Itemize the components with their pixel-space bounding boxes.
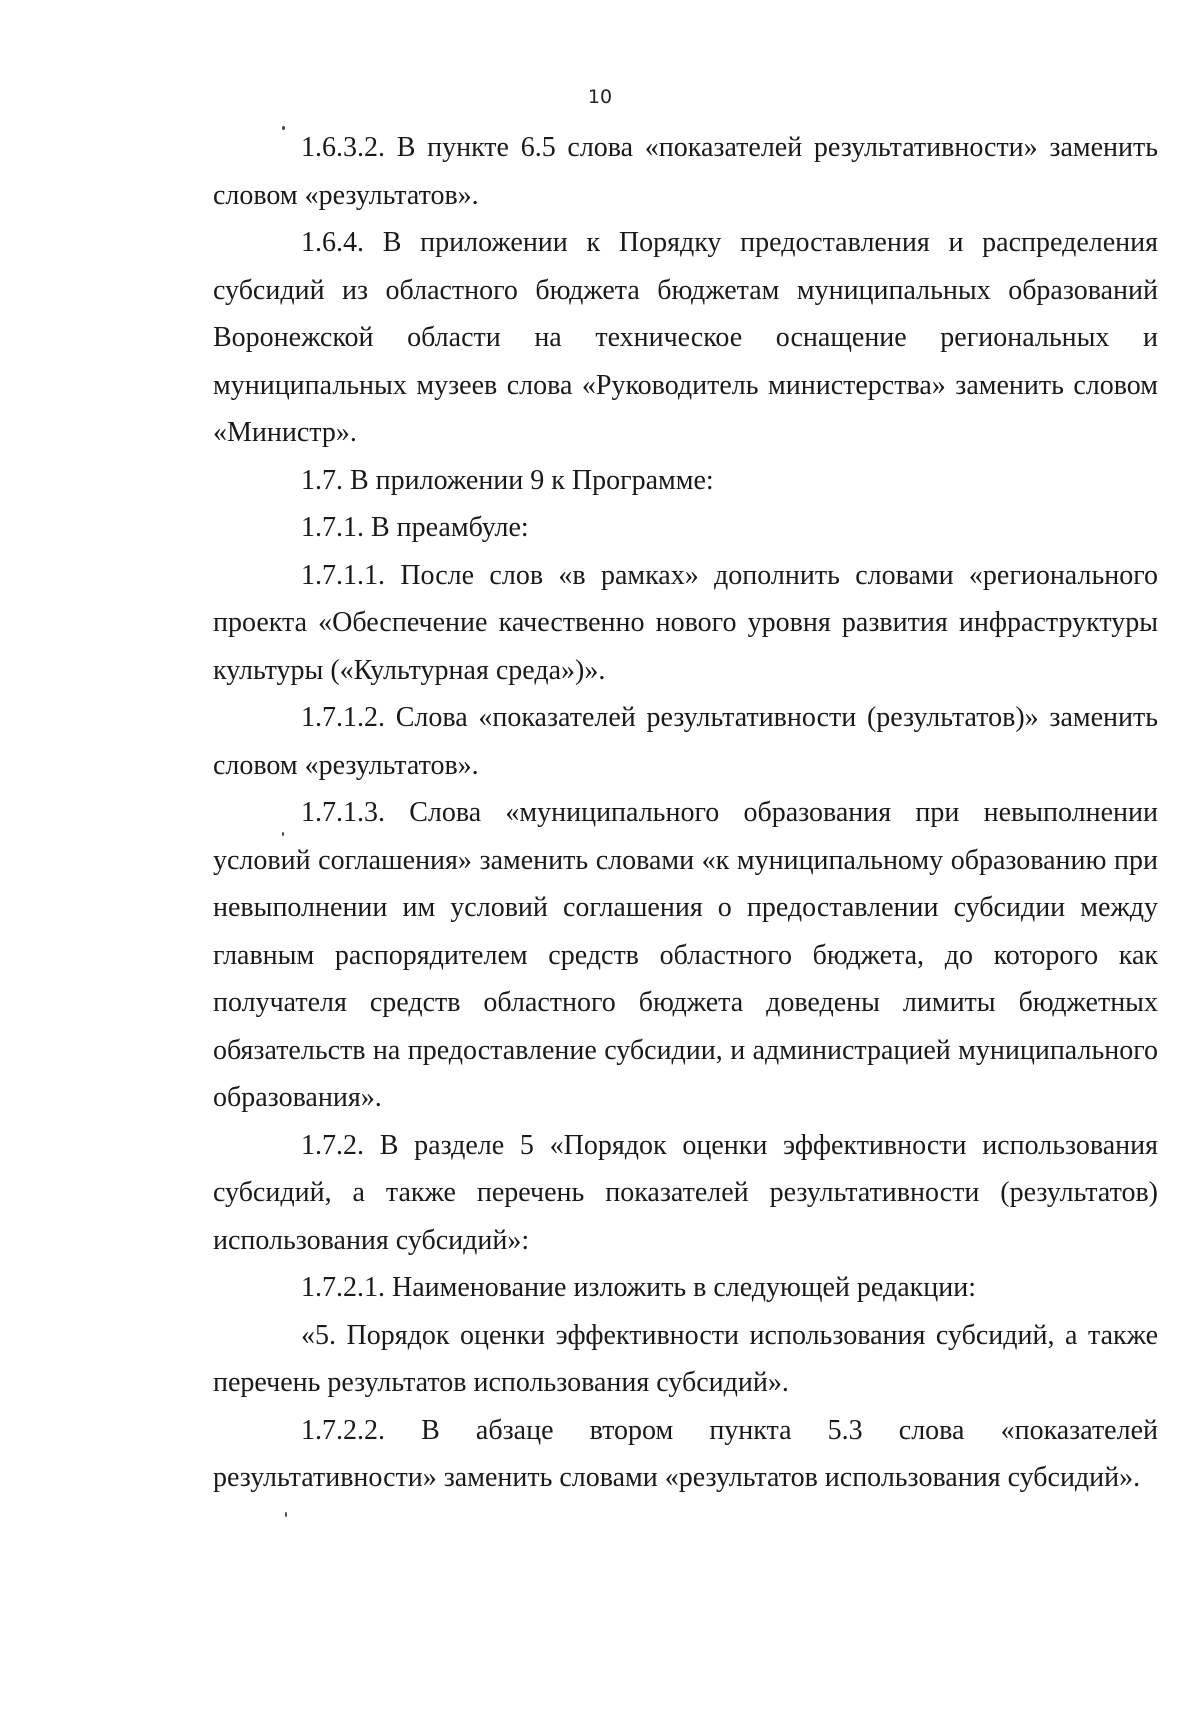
scan-speck (285, 1512, 287, 1517)
paragraph-1-7-2-1: 1.7.2.1. Наименование изложить в следующей редакции: (301, 1272, 976, 1303)
paragraph-1-7-1-1: 1.7.1.1. После слов «в рамках» дополнить словами «регионального проекта «Обеспечение качественно нового уровня развития инфраструктуры культуры («Культурная среда»)». (213, 559, 1158, 686)
paragraph-1-7-2: 1.7.2. В разделе 5 «Порядок оценки эффективности использования субсидий, а также перечень показателей результативности (результатов) использования субсидий»: (213, 1129, 1158, 1256)
scan-speck (282, 832, 284, 836)
document-body (213, 124, 1158, 1502)
paragraph-1-7-1-2: 1.7.1.2. Слова «показателей результативности (результатов)» заменить словом «результатов». (213, 702, 1158, 781)
paragraph-1-7-2-2: 1.7.2.2. В абзаце втором пункта 5.3 слова «показателей результативности» заменить словами «результатов использования субсидий». (213, 1414, 1158, 1493)
scan-speck (282, 126, 285, 130)
paragraph-1-7-1: 1.7.1. В преамбуле: (301, 512, 529, 543)
paragraph-1-6-3-2: 1.6.3.2. В пункте 6.5 слова «показателей результативности» заменить словом «результатов». (213, 132, 1158, 211)
paragraph-quoted-section-5: «5. Порядок оценки эффективности использования субсидий, а также перечень результатов использования субсидий». (213, 1319, 1158, 1398)
page-number: 10 (587, 86, 613, 108)
paragraph-1-7: 1.7. В приложении 9 к Программе: (301, 464, 714, 496)
paragraph-1-7-1-3: 1.7.1.3. Слова «муниципального образования при невыполнении условий соглашения» заменить словами «к муниципальному образованию при невыполнении им условий соглашения о предоставлении субсидии между главным распорядителем средств областного бюджета, до которого как получателя средств областного бюджета доведены лимиты бюджетных обязательств на предоставление субсидии, и администрацией муниципального образования». (213, 797, 1158, 1113)
paragraph-1-6-4: 1.6.4. В приложении к Порядку предоставления и распределения субсидий из областного бюджета бюджетам муниципальных образований Воронежской области на техническое оснащение региональных и муниципальных музеев слова «Руководитель министерства» заменить словом «Министр». (213, 227, 1158, 448)
